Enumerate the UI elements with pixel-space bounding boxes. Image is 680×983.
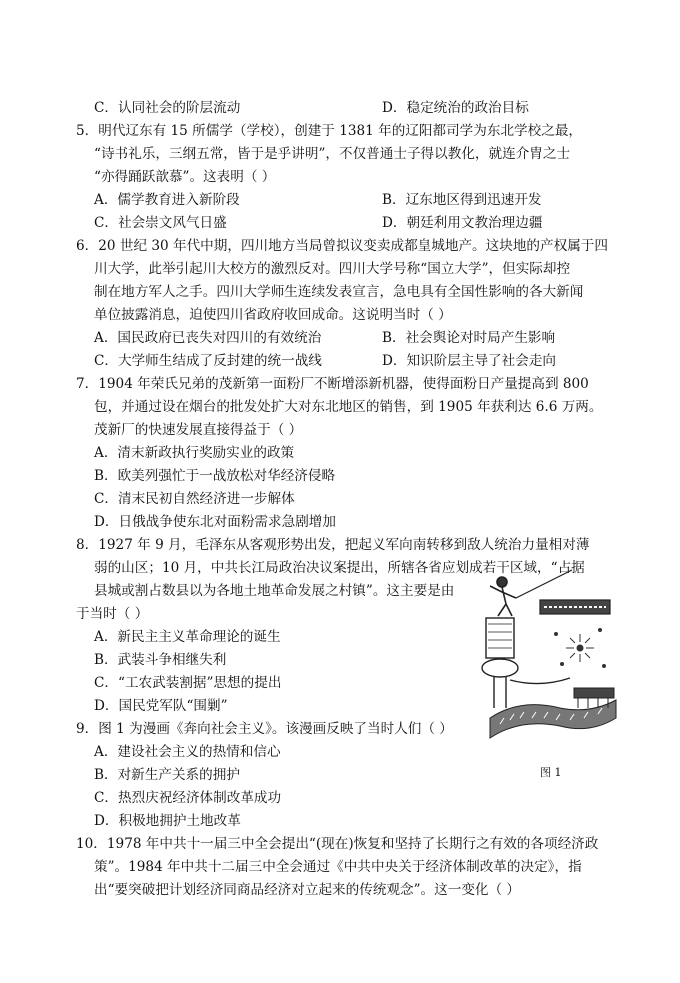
text-line: 包，并通过设在烟台的批发处扩大对东北地区的销售，到 1905 年获利达 6.6 万两。: [94, 399, 603, 415]
text-line: 10．1978 年中共十一届三中全会提出“(现在)恢复和坚持了长期行之有效的各项经济政: [76, 836, 599, 852]
text-line: 出“要突破把计划经济同商品经济对立起来的传统观念”。这一变化（ ）: [94, 882, 521, 898]
text-line: 8．1927 年 9 月，毛泽东从客观形势出发，把起义军向南转移到敌人统治力量相对薄: [76, 537, 590, 553]
figure-caption: 图 1: [540, 766, 562, 779]
text-line: C．社会崇文风气日盛: [94, 215, 227, 231]
text-line: D．国民党军队“围剿”: [94, 698, 228, 714]
text-line: C．清末民初自然经济进一步解体: [94, 491, 295, 507]
text-line: A．新民主主义革命理论的诞生: [94, 629, 281, 645]
text-line: 川大学，此举引起川大校方的激烈反对。四川大学号称“国立大学”，但实际却控: [94, 261, 571, 277]
text-line: C．热烈庆祝经济体制改革成功: [94, 790, 282, 806]
text-line: D．朝廷利用文教治理边疆: [382, 215, 543, 231]
text-line: “诗书礼乐，三纲五常，皆于是乎讲明”，不仅普通士子得以教化，就连介胄之士: [94, 146, 571, 162]
text-line: D．稳定统治的政治目标: [382, 100, 529, 116]
text-line: 单位披露消息，迫使四川省政府收回成命。这说明当时（ ）: [94, 307, 452, 323]
text-line: A．建设社会主义的热情和信心: [94, 744, 281, 760]
cartoon-figure: [480, 568, 620, 768]
text-line: C．认同社会的阶层流动: [94, 100, 241, 116]
text-line: “亦得踊跃歆慕”。这表明（ ）: [94, 169, 276, 185]
text-line: 策”。1984 年中共十二届三中全会通过《中共中央关于经济体制改革的决定》，指: [94, 859, 582, 875]
text-line: B．对新生产关系的拥护: [94, 767, 240, 783]
text-line: C．大学师生结成了反封建的统一战线: [94, 353, 322, 369]
text-line: 弱的山区；10 月，中共长江局政治决议案提出，所辖各省应划成若干区域，“占据: [94, 560, 585, 576]
text-line: 7．1904 年荣氏兄弟的茂新第一面粉厂不断增添新机器，使得面粉日产量提高到 800: [76, 376, 589, 392]
text-line: D．日俄战争使东北对面粉需求急剧增加: [94, 514, 336, 530]
text-line: 县城或割占数县以为各地土地革命发展之村镇”。这主要是由: [94, 583, 455, 599]
text-line: B．欧美列强忙于一战放松对华经济侵略: [94, 468, 336, 484]
text-line: A．清末新政执行奖励实业的政策: [94, 445, 295, 461]
text-line: 5．明代辽东有 15 所儒学（学校），创建于 1381 年的辽阳都司学为东北学校之最，: [76, 123, 583, 139]
cartoon-machine-icon: [482, 618, 570, 708]
firework-icon: [555, 629, 606, 668]
text-line: B．武装斗争相继失利: [94, 652, 227, 668]
cartoon-crowd: [490, 688, 616, 738]
text-line: B．社会舆论对时局产生影响: [382, 330, 556, 346]
text-line: 6．20 世纪 30 年代中期，四川地方当局曾拟议变卖成都皇城地产。这块地的产权属于四: [76, 238, 608, 254]
cartoon-banner: [540, 600, 610, 614]
text-line: B．辽东地区得到迅速开发: [382, 192, 542, 208]
text-line: 于当时（ ）: [76, 606, 149, 622]
text-line: D．积极地拥护土地改革: [94, 813, 241, 829]
text-line: 9．图 1 为漫画《奔向社会主义》。该漫画反映了当时人们（ ）: [76, 721, 453, 737]
text-line: D．知识阶层主导了社会走向: [382, 353, 557, 369]
text-line: A．国民政府已丧失对四川的有效统治: [94, 330, 322, 346]
text-line: A．儒学教育进入新阶段: [94, 192, 240, 208]
text-line: 茂新厂的快速发展直接得益于（ ）: [94, 422, 303, 438]
text-line: C．“工农武装割据”思想的提出: [94, 675, 282, 691]
text-line: 制在地方军人之手。四川大学师生连续发表宣言，急电具有全国性影响的各大新闻: [94, 284, 584, 300]
